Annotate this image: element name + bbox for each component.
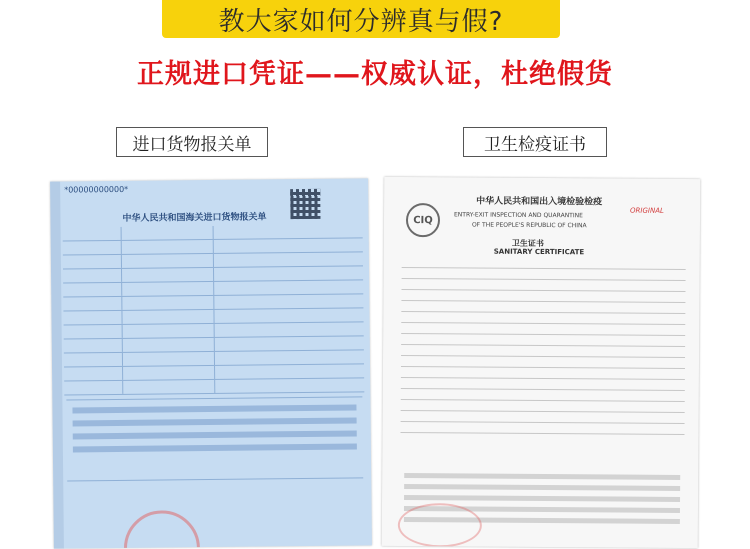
tagline: 正规进口凭证——权威认证，杜绝假货 [137,59,613,90]
sanitary-certificate-image [382,177,701,548]
certificate-authority-cn: 中华人民共和国出入境检验检疫 [476,196,603,208]
customs-declaration-image [50,178,372,548]
certificate-field-lines [400,267,685,445]
label-customs-declaration: 进口货物报关单 [116,127,268,157]
certificate-title-en: SANITARY CERTIFICATE [493,247,585,257]
certificate-authority-en: ENTRY-EXIT INSPECTION AND QUARANTINE [454,211,583,220]
headline-banner [162,0,560,38]
label-health-certificate: 卫生检疫证书 [463,127,607,157]
form-serial: *00000000000* [64,184,129,195]
original-mark: ORIGINAL [630,206,664,215]
certificate-seal-icon [398,503,482,548]
customs-seal-icon [124,510,201,549]
ciq-emblem-icon: CIQ [406,203,440,237]
certificate-authority-en-line2: OF THE PEOPLE'S REPUBLIC OF CHINA [471,221,587,230]
customs-form-title: 中华人民共和国海关进口货物报关单 [122,212,267,224]
certificate-title-cn: 卫生证书 [511,238,544,249]
headline-question: 教大家如何分辨真与假? [218,6,504,37]
goods-item-lines [66,396,363,481]
qr-code-icon [290,189,320,219]
form-field-grid [63,224,365,387]
